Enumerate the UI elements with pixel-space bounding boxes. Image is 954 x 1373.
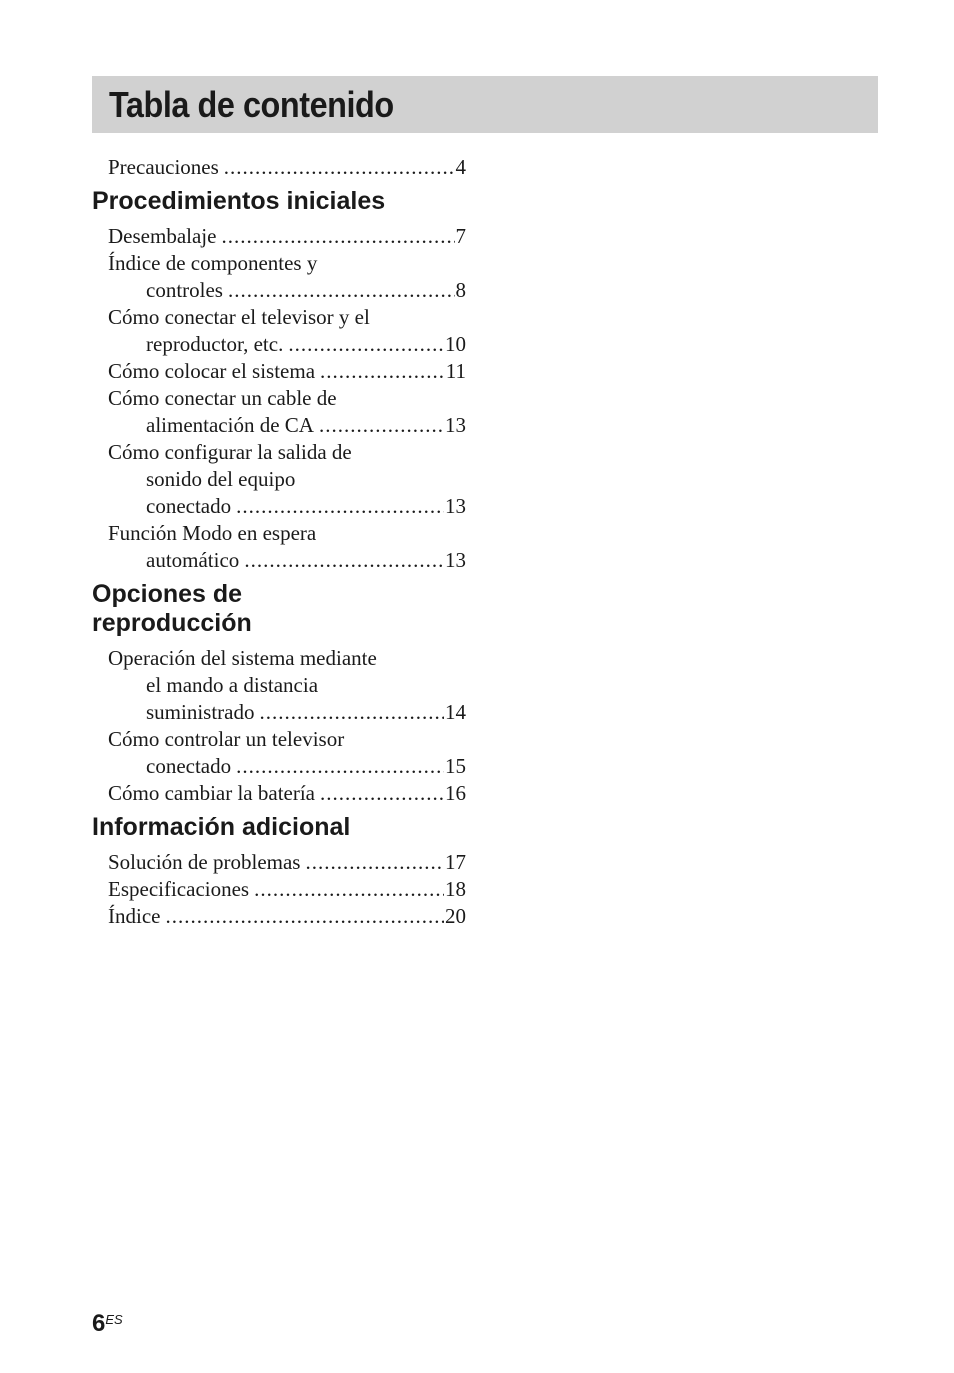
toc-entry-line [108, 520, 466, 547]
toc-page-number: 13 [445, 494, 466, 518]
toc-entry-line [108, 439, 466, 466]
toc-entry[interactable] [92, 903, 466, 930]
toc-entry-line [108, 849, 466, 876]
toc-page-number: 8 [455, 278, 466, 302]
dot-leader [236, 493, 444, 520]
toc-entry-label: Desembalaje [108, 224, 217, 248]
toc-entry[interactable] [92, 726, 466, 780]
toc-entry-line [108, 726, 466, 753]
toc-entry-line [108, 753, 466, 780]
toc-entry[interactable] [92, 385, 466, 439]
toc-entry-line [108, 358, 466, 385]
toc-entry-line [108, 466, 466, 493]
toc-entry-label: automático [146, 548, 240, 572]
dot-leader [319, 412, 444, 439]
toc-entry[interactable] [92, 223, 466, 250]
toc-entry[interactable] [92, 876, 466, 903]
toc-page-number: 7 [455, 224, 466, 248]
dot-leader [221, 223, 454, 250]
toc-entry-label: reproductor, etc. [146, 332, 284, 356]
toc-page-number: 20 [445, 904, 466, 928]
toc-page-number: 18 [445, 877, 466, 901]
section-heading-line: reproducción [92, 609, 252, 637]
toc-entry[interactable] [92, 645, 466, 726]
toc-entry[interactable] [92, 304, 466, 358]
toc-entry-label: Operación del sistema mediante [108, 646, 377, 670]
dot-leader [254, 876, 444, 903]
toc-entry-line [108, 277, 466, 304]
toc-entry-label: Índice [108, 904, 161, 928]
toc-entry-label: sonido del equipo [146, 467, 296, 491]
toc-entry[interactable] [92, 250, 466, 304]
toc-entry-line [108, 412, 466, 439]
page-title: Tabla de contenido [109, 84, 394, 125]
toc-entry-line [108, 699, 466, 726]
dot-leader [224, 154, 455, 181]
toc-page-number: 13 [445, 413, 466, 437]
toc-entry[interactable] [92, 849, 466, 876]
dot-leader [228, 277, 455, 304]
toc-entry[interactable] [92, 439, 466, 520]
toc-entry-line [108, 547, 466, 574]
dot-leader [244, 547, 444, 574]
toc-entry-line [108, 223, 466, 250]
toc-entry-line [108, 645, 466, 672]
toc-entry-line [108, 780, 466, 807]
toc-page-number: 4 [455, 155, 466, 179]
toc-entry-label: Solución de problemas [108, 850, 301, 874]
toc-entry-label: conectado [146, 494, 232, 518]
toc-entry-label: Función Modo en espera [108, 521, 317, 545]
table-of-contents [92, 154, 466, 930]
section-heading: Procedimientos iniciales [92, 187, 386, 215]
dot-leader [305, 849, 444, 876]
toc-entry[interactable] [92, 154, 466, 181]
dot-leader [288, 331, 444, 358]
toc-page-number: 13 [445, 548, 466, 572]
dot-leader [236, 753, 444, 780]
toc-entry-label: suministrado [146, 700, 255, 724]
toc-page-number: 15 [445, 754, 466, 778]
dot-leader [320, 780, 444, 807]
toc-entry-label: Especificaciones [108, 877, 250, 901]
toc-entry-label: Cómo colocar el sistema [108, 359, 316, 383]
toc-entry-line [108, 876, 466, 903]
toc-entry-label: conectado [146, 754, 232, 778]
toc-entry-label: controles [146, 278, 223, 302]
section-heading: Información adicional [92, 813, 351, 841]
toc-entry[interactable] [92, 780, 466, 807]
toc-page-number: 10 [445, 332, 466, 356]
toc-entry[interactable] [92, 358, 466, 385]
toc-page-number: 17 [445, 850, 466, 874]
toc-entry-line [108, 331, 466, 358]
toc-entry-line [108, 903, 466, 930]
title-bar [92, 76, 878, 133]
dot-leader [320, 358, 445, 385]
toc-page-number: 16 [445, 781, 466, 805]
toc-entry-label: Cómo conectar el televisor y el [108, 305, 370, 329]
toc-entry-label: el mando a distancia [146, 673, 319, 697]
toc-entry-line [108, 672, 466, 699]
section-heading [92, 580, 466, 638]
language-code: ES [105, 1312, 123, 1327]
toc-page-number: 14 [445, 700, 466, 724]
toc-entry-label: Cómo configurar la salida de [108, 440, 352, 464]
toc-page-number: 11 [445, 359, 466, 383]
toc-entry-line [108, 493, 466, 520]
dot-leader [165, 903, 444, 930]
toc-entry-line [108, 250, 466, 277]
toc-entry-label: Cómo cambiar la batería [108, 781, 315, 805]
toc-entry-line [108, 385, 466, 412]
page-number: 6 [92, 1310, 106, 1337]
toc-entry-label: Índice de componentes y [108, 251, 318, 275]
toc-entry-line [108, 304, 466, 331]
toc-entry-label: Precauciones [108, 155, 219, 179]
toc-entry[interactable] [92, 520, 466, 574]
page-footer [92, 1310, 123, 1338]
section-heading-line: Opciones de [92, 580, 243, 608]
dot-leader [260, 699, 445, 726]
toc-entry-label: Cómo controlar un televisor [108, 727, 345, 751]
toc-entry-label: alimentación de CA [146, 413, 314, 437]
toc-entry-label: Cómo conectar un cable de [108, 386, 337, 410]
toc-entry-line [108, 154, 466, 181]
